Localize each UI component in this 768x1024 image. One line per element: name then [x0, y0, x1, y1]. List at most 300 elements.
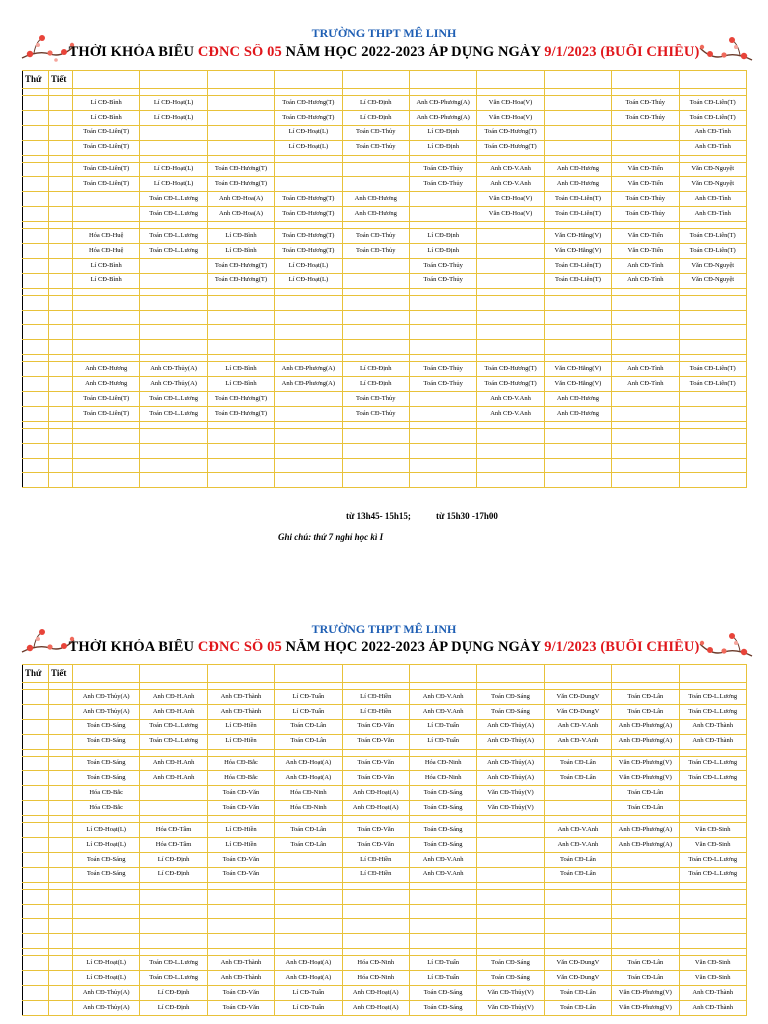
period-cell [49, 258, 73, 273]
class-cell: Anh CĐ-Phương(A) [612, 823, 679, 838]
class-cell: Lí CĐ-Định [342, 110, 409, 125]
class-cell: Hóa CĐ-Bắc [207, 771, 274, 786]
class-cell: Văn CĐ-Thủy(V) [477, 1000, 544, 1015]
class-cell: Anh CĐ-H.Anh [140, 690, 207, 705]
period-cell [49, 177, 73, 192]
class-cell [612, 904, 679, 919]
class-cell: Lí CĐ-Bình [207, 377, 274, 392]
day-cell [23, 273, 49, 288]
class-cell [140, 443, 207, 458]
class-cell [342, 310, 409, 325]
class-cell: Anh CĐ-Hoạt(A) [275, 971, 342, 986]
table-row [23, 786, 747, 801]
table-row [23, 428, 747, 443]
class-cell: Toán CĐ-Văn [342, 771, 409, 786]
class-cell: Lí CĐ-Định [140, 852, 207, 867]
class-cell [342, 904, 409, 919]
class-cell: Toán CĐ-Thủy [409, 162, 476, 177]
table-row [23, 919, 747, 934]
class-cell [73, 458, 140, 473]
class-cell [409, 406, 476, 421]
class-cell [477, 852, 544, 867]
class-cell [679, 406, 746, 421]
school-name: TRƯỜNG THPT MÊ LINH [311, 622, 457, 636]
class-cell [275, 473, 342, 488]
day-cell [23, 244, 49, 259]
class-cell: Lí CĐ-Bình [207, 362, 274, 377]
class-cell [140, 258, 207, 273]
class-cell: Văn CĐ-Tiến [612, 244, 679, 259]
class-cell [140, 801, 207, 816]
class-cell [275, 919, 342, 934]
class-cell: Toán CĐ-L.Lương [140, 244, 207, 259]
day-cell [23, 177, 49, 192]
class-cell: Toán CĐ-Thủy [409, 258, 476, 273]
class-cell [207, 96, 274, 111]
class-cell: Toán CĐ-Thủy [409, 362, 476, 377]
period-cell [49, 140, 73, 155]
period-cell [49, 719, 73, 734]
period-cell [49, 838, 73, 853]
class-cell: Toán CĐ-Văn [342, 838, 409, 853]
period-cell [49, 756, 73, 771]
class-cell [409, 889, 476, 904]
class-cell [342, 162, 409, 177]
class-cell [207, 458, 274, 473]
class-cell [544, 458, 611, 473]
class-cell [679, 786, 746, 801]
class-cell: Toán CĐ-Sáng [409, 838, 476, 853]
table-row [23, 273, 747, 288]
class-cell: Anh CĐ-Thủy(A) [477, 756, 544, 771]
day-spacer-row [23, 288, 747, 295]
class-cell: Anh CĐ-Thành [207, 690, 274, 705]
class-cell: Hóa CĐ-Ninh [275, 801, 342, 816]
class-cell: Toán CĐ-Hương(T) [207, 406, 274, 421]
class-cell: Toán CĐ-L.Lương [140, 192, 207, 207]
class-cell [73, 340, 140, 355]
class-cell: Văn CĐ-Nguyệt [679, 177, 746, 192]
class-cell: Lí CĐ-Hoạt(L) [73, 823, 140, 838]
class-cell [409, 428, 476, 443]
class-cell [679, 443, 746, 458]
col-header-thu: Thứ [23, 665, 49, 683]
class-cell [477, 325, 544, 340]
title-part-1: THỜI KHÓA BIỂU [68, 44, 198, 60]
class-cell: Hóa CĐ-Bắc [207, 756, 274, 771]
period-cell [49, 110, 73, 125]
day-cell [23, 96, 49, 111]
period-cell [49, 690, 73, 705]
table-row [23, 986, 747, 1001]
day-cell [23, 340, 49, 355]
class-cell: Toán CĐ-Hương(T) [207, 258, 274, 273]
col-header-tiet: Tiết [49, 665, 73, 683]
class-cell [679, 340, 746, 355]
class-cell: Toán CĐ-Sáng [409, 1000, 476, 1015]
class-cell [679, 428, 746, 443]
class-cell: Lí CĐ-Hoạt(L) [275, 140, 342, 155]
class-cell: Anh CĐ-Phương(A) [409, 110, 476, 125]
class-cell [409, 934, 476, 949]
class-cell [207, 934, 274, 949]
day-cell [23, 229, 49, 244]
table-row [23, 96, 747, 111]
class-cell: Lí CĐ-Bình [73, 110, 140, 125]
col-header-class [477, 71, 544, 89]
class-cell [477, 229, 544, 244]
class-cell: Toán CĐ-Liên(T) [73, 162, 140, 177]
period-cell [49, 867, 73, 882]
class-cell [73, 325, 140, 340]
class-cell [477, 823, 544, 838]
class-cell [73, 889, 140, 904]
class-cell [477, 867, 544, 882]
class-cell: Toán CĐ-Hương(T) [207, 392, 274, 407]
class-cell: Toán CĐ-Lân [544, 852, 611, 867]
class-cell [207, 310, 274, 325]
class-cell [275, 458, 342, 473]
day-cell [23, 838, 49, 853]
class-cell: Lí CĐ-Định [409, 125, 476, 140]
timetable-grid [22, 70, 747, 488]
class-cell [73, 904, 140, 919]
class-cell [207, 473, 274, 488]
class-cell: Lí CĐ-Hiền [207, 734, 274, 749]
class-cell: Toán CĐ-Văn [207, 1000, 274, 1015]
class-cell: Văn CĐ-DungV [544, 956, 611, 971]
class-cell: Anh CĐ-Tình [612, 258, 679, 273]
class-cell: Anh CĐ-V.Anh [409, 852, 476, 867]
period-cell [49, 310, 73, 325]
title-part-1: THỜI KHÓA BIỂU [68, 639, 198, 655]
class-cell: Hóa CĐ-Ninh [342, 971, 409, 986]
class-cell [477, 934, 544, 949]
class-cell: Toán CĐ-Sáng [73, 756, 140, 771]
class-cell: Anh CĐ-H.Anh [140, 771, 207, 786]
class-cell [73, 310, 140, 325]
class-cell [612, 392, 679, 407]
class-cell: Toán CĐ-Văn [207, 801, 274, 816]
class-cell: Lí CĐ-Hoạt(L) [275, 125, 342, 140]
timetable-block-2 [0, 596, 768, 1024]
class-cell [207, 919, 274, 934]
class-cell [140, 125, 207, 140]
class-cell: Toán CĐ-L.Lương [679, 771, 746, 786]
class-cell [140, 934, 207, 949]
class-cell: Lí CĐ-Hoạt(L) [140, 110, 207, 125]
class-cell: Toán CĐ-Liên(T) [679, 229, 746, 244]
class-cell: Văn CĐ-Nguyệt [679, 258, 746, 273]
period-cell [49, 244, 73, 259]
class-cell: Lí CĐ-Hiền [342, 852, 409, 867]
class-cell [73, 919, 140, 934]
day-spacer-row [23, 949, 747, 956]
class-cell: Văn CĐ-DungV [544, 690, 611, 705]
class-cell: Anh CĐ-Thành [679, 986, 746, 1001]
class-cell: Toán CĐ-Lân [612, 786, 679, 801]
class-cell: Toán CĐ-Liên(T) [544, 192, 611, 207]
class-cell [409, 473, 476, 488]
class-cell: Anh CĐ-Hương [544, 162, 611, 177]
class-cell: Toán CĐ-Lân [544, 771, 611, 786]
day-cell [23, 956, 49, 971]
day-spacer-row [23, 222, 747, 229]
class-cell [342, 934, 409, 949]
period-cell [49, 771, 73, 786]
class-cell: Anh CĐ-Phương(A) [275, 377, 342, 392]
class-cell: Văn CĐ-Hằng(V) [544, 244, 611, 259]
class-cell [342, 273, 409, 288]
class-cell [544, 786, 611, 801]
class-cell [477, 458, 544, 473]
day-spacer-row [23, 882, 747, 889]
class-cell: Văn CĐ-Tiến [612, 162, 679, 177]
class-cell: Lí CĐ-Bình [207, 244, 274, 259]
class-cell: Văn CĐ-Sinh [679, 956, 746, 971]
class-cell [679, 904, 746, 919]
table-row [23, 458, 747, 473]
class-cell: Toán CĐ-Lân [544, 867, 611, 882]
class-cell: Văn CĐ-Sinh [679, 823, 746, 838]
class-cell: Anh CĐ-Tình [612, 273, 679, 288]
class-cell: Văn CĐ-Hằng(V) [544, 229, 611, 244]
class-cell [679, 392, 746, 407]
class-cell: Toán CĐ-Liên(T) [73, 177, 140, 192]
class-cell: Anh CĐ-Hương [73, 377, 140, 392]
day-cell [23, 704, 49, 719]
class-cell [275, 867, 342, 882]
title-part-4: 9/1/2023 (BUỔI CHIỀU) [544, 639, 700, 655]
class-cell: Toán CĐ-L.Lương [679, 690, 746, 705]
day-cell [23, 458, 49, 473]
day-cell [23, 192, 49, 207]
class-cell: Toán CĐ-L.Lương [679, 867, 746, 882]
class-cell: Toán CĐ-Văn [207, 852, 274, 867]
period-cell [49, 192, 73, 207]
class-cell: Anh CĐ-Thủy(A) [140, 377, 207, 392]
table-row [23, 838, 747, 853]
class-cell [477, 310, 544, 325]
class-cell [73, 192, 140, 207]
class-cell: Anh CĐ-Thành [679, 1000, 746, 1015]
class-cell [409, 340, 476, 355]
class-cell [409, 919, 476, 934]
class-cell: Toán CĐ-Hương(T) [275, 96, 342, 111]
table-row [23, 325, 747, 340]
day-spacer-row [23, 816, 747, 823]
class-cell [409, 295, 476, 310]
period-cell [49, 956, 73, 971]
title-part-2: CĐNC SỐ 05 [197, 639, 282, 655]
school-name: TRƯỜNG THPT MÊ LINH [311, 26, 457, 40]
class-cell: Hóa CĐ-Ninh [275, 786, 342, 801]
class-cell: Toán CĐ-Lân [544, 1000, 611, 1015]
class-cell: Lí CĐ-Bình [207, 229, 274, 244]
table-row [23, 177, 747, 192]
class-cell: Anh CĐ-Thủy(A) [140, 362, 207, 377]
class-cell [679, 458, 746, 473]
day-cell [23, 771, 49, 786]
table-row [23, 443, 747, 458]
class-cell: Toán CĐ-Thủy [409, 273, 476, 288]
class-cell [544, 295, 611, 310]
class-cell: Văn CĐ-Sinh [679, 971, 746, 986]
class-cell: Lí CĐ-Hiền [207, 823, 274, 838]
class-cell: Anh CĐ-Phương(A) [275, 362, 342, 377]
day-cell [23, 690, 49, 705]
class-cell [679, 801, 746, 816]
class-cell: Toán CĐ-Sáng [409, 986, 476, 1001]
class-cell: Anh CĐ-Thủy(A) [73, 1000, 140, 1015]
class-cell: Anh CĐ-V.Anh [544, 823, 611, 838]
class-cell: Lí CĐ-Định [140, 986, 207, 1001]
class-cell: Toán CĐ-Liên(T) [544, 207, 611, 222]
class-cell [477, 838, 544, 853]
class-cell: Anh CĐ-Hoạt(A) [342, 786, 409, 801]
title-part-3: NĂM HỌC 2022-2023 ÁP DỤNG NGÀY [281, 44, 545, 60]
class-cell [612, 340, 679, 355]
class-cell: Hóa CĐ-Tâm [140, 823, 207, 838]
class-cell [275, 340, 342, 355]
class-cell: Toán CĐ-Thủy [342, 125, 409, 140]
class-cell [612, 310, 679, 325]
period-cell [49, 1000, 73, 1015]
class-cell [342, 919, 409, 934]
class-cell: Toán CĐ-L.Lương [140, 229, 207, 244]
class-cell: Văn CĐ-Phương(V) [612, 986, 679, 1001]
class-cell: Toán CĐ-Sáng [73, 734, 140, 749]
class-cell: Lí CĐ-Định [342, 96, 409, 111]
class-cell [342, 177, 409, 192]
class-cell: Toán CĐ-Lân [612, 971, 679, 986]
col-header-class [544, 665, 611, 683]
class-cell: Toán CĐ-Thủy [342, 406, 409, 421]
class-cell [275, 904, 342, 919]
class-cell: Toán CĐ-Sáng [477, 956, 544, 971]
table-row [23, 229, 747, 244]
day-cell [23, 140, 49, 155]
class-cell [275, 889, 342, 904]
class-cell: Lí CĐ-Tuấn [275, 986, 342, 1001]
time-note-2: từ 15h30 -17h00 [436, 511, 498, 521]
table-row [23, 310, 747, 325]
class-cell [275, 443, 342, 458]
day-spacer-row [23, 421, 747, 428]
class-cell: Toán CĐ-Hương(T) [275, 207, 342, 222]
day-cell [23, 852, 49, 867]
col-header-class [679, 71, 746, 89]
class-cell [612, 867, 679, 882]
class-cell: Toán CĐ-Văn [342, 719, 409, 734]
class-cell: Anh CĐ-Phương(A) [612, 719, 679, 734]
class-cell [679, 295, 746, 310]
class-cell: Lí CĐ-Định [140, 1000, 207, 1015]
class-cell [544, 919, 611, 934]
day-cell [23, 786, 49, 801]
class-cell [477, 473, 544, 488]
class-cell: Văn CĐ-Thủy(V) [477, 986, 544, 1001]
class-cell: Toán CĐ-Lân [275, 734, 342, 749]
table-row [23, 956, 747, 971]
table-row [23, 110, 747, 125]
table-row [23, 867, 747, 882]
period-cell [49, 986, 73, 1001]
class-cell [612, 125, 679, 140]
period-cell [49, 852, 73, 867]
day-cell [23, 162, 49, 177]
class-cell: Toán CĐ-Hương(T) [275, 229, 342, 244]
period-cell [49, 473, 73, 488]
period-cell [49, 889, 73, 904]
day-cell [23, 867, 49, 882]
day-cell [23, 362, 49, 377]
class-cell [207, 325, 274, 340]
class-cell: Văn CĐ-Hoa(V) [477, 207, 544, 222]
class-cell: Hóa CĐ-Ninh [342, 956, 409, 971]
class-cell [275, 325, 342, 340]
class-cell: Toán CĐ-Hương(T) [477, 125, 544, 140]
class-cell: Lí CĐ-Hoạt(L) [275, 273, 342, 288]
class-cell: Văn CĐ-Tiến [612, 177, 679, 192]
day-cell [23, 325, 49, 340]
day-cell [23, 207, 49, 222]
class-cell [477, 889, 544, 904]
day-spacer-row [23, 89, 747, 96]
table-row [23, 340, 747, 355]
class-cell: Lí CĐ-Hiền [207, 719, 274, 734]
class-cell: Văn CĐ-Hoa(V) [477, 110, 544, 125]
class-cell: Anh CĐ-Tình [679, 125, 746, 140]
class-cell [612, 325, 679, 340]
class-cell: Toán CĐ-Thúy [612, 96, 679, 111]
day-cell [23, 392, 49, 407]
class-cell: Anh CĐ-Tình [612, 362, 679, 377]
class-cell: Toán CĐ-Văn [207, 786, 274, 801]
period-cell [49, 823, 73, 838]
class-cell: Lí CĐ-Hiền [342, 690, 409, 705]
class-cell: Anh CĐ-Hương [342, 192, 409, 207]
col-header-class [275, 71, 342, 89]
class-cell: Văn CĐ-Thủy(V) [477, 801, 544, 816]
class-cell: Anh CĐ-H.Anh [140, 756, 207, 771]
class-cell: Lí CĐ-Bình [73, 273, 140, 288]
class-cell: Toán CĐ-Hương(T) [275, 192, 342, 207]
class-cell: Toán CĐ-Sáng [477, 690, 544, 705]
class-cell [73, 443, 140, 458]
class-cell: Anh CĐ-Hoạt(A) [342, 1000, 409, 1015]
table-row [23, 823, 747, 838]
class-cell [544, 443, 611, 458]
class-cell: Anh CĐ-Thành [207, 956, 274, 971]
class-cell: Lí CĐ-Hiền [342, 704, 409, 719]
table-row [23, 392, 747, 407]
class-cell: Anh CĐ-Hương [342, 207, 409, 222]
class-cell [544, 96, 611, 111]
class-cell [342, 340, 409, 355]
class-cell: Văn CĐ-Phương(V) [612, 1000, 679, 1015]
class-cell: Anh CĐ-Tình [679, 140, 746, 155]
class-cell [679, 934, 746, 949]
class-cell: Lí CĐ-Định [409, 229, 476, 244]
class-cell: Lí CĐ-Bình [73, 96, 140, 111]
footnote: Ghi chú: thứ 7 nghỉ học kì I [278, 532, 384, 542]
class-cell [612, 889, 679, 904]
col-header-class [342, 665, 409, 683]
table-row [23, 904, 747, 919]
period-cell [49, 96, 73, 111]
class-cell [342, 258, 409, 273]
